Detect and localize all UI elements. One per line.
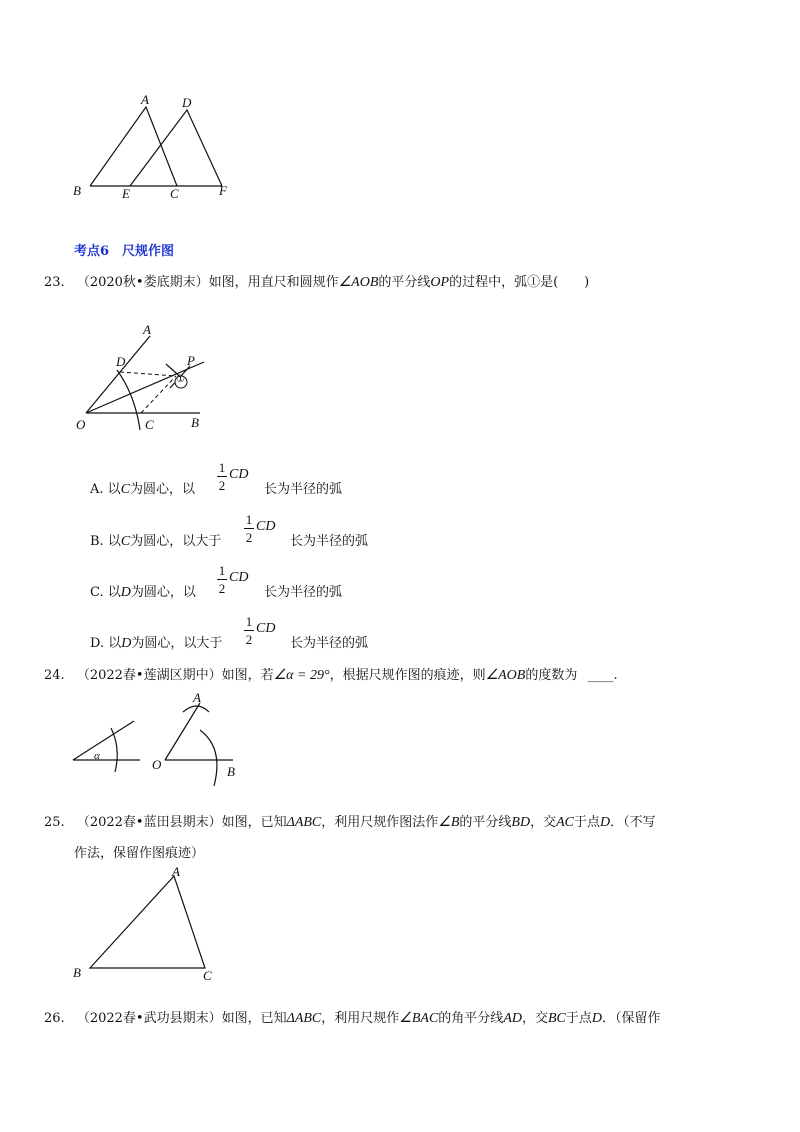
option-text: 以 xyxy=(107,534,121,549)
question-number: 26. xyxy=(44,1011,65,1026)
segment-BC: BC xyxy=(548,1011,566,1026)
option-text: 长为半径的弧 xyxy=(290,636,369,651)
point-label-O: O xyxy=(152,757,162,772)
point-label-B: B xyxy=(191,415,199,430)
point-label-F: F xyxy=(219,183,227,198)
option-text: 以 xyxy=(108,636,122,651)
question-text: 的度数为 xyxy=(525,668,578,683)
option-center: C xyxy=(120,534,131,549)
arc-mark-1: ① xyxy=(176,374,185,385)
question-25-stem-line2: 作法，保留作图痕迹） xyxy=(74,846,205,861)
angle-AOB: ∠AOB xyxy=(338,275,379,290)
triangle-ABC: ΔABC xyxy=(286,1011,322,1026)
question-source: （2022春•武功县期末） xyxy=(76,1011,222,1026)
question-26-stem xyxy=(44,1011,661,1027)
segment-CD: CD xyxy=(256,621,276,636)
question-number: 24. xyxy=(44,668,65,683)
point-label-E: E xyxy=(122,186,130,201)
question-text: ．（保留作 xyxy=(602,1011,661,1026)
option-letter: B. xyxy=(90,534,104,549)
angle-label-alpha: α xyxy=(94,750,100,762)
fraction-numerator: 1 xyxy=(245,512,253,527)
question-text: ，交 xyxy=(521,1011,548,1026)
fraction-denominator: 2 xyxy=(245,530,253,545)
question-source: （2020秋•娄底期末） xyxy=(76,275,209,290)
question-text: 的角平分线 xyxy=(438,1011,504,1026)
option-letter: D. xyxy=(90,636,105,651)
point-label-A: A xyxy=(172,864,180,879)
question-text: ．（不写 xyxy=(610,815,656,830)
segment-CD: CD xyxy=(229,570,249,585)
option-text: 长为半径的弧 xyxy=(264,585,343,600)
point-label-B: B xyxy=(227,764,235,779)
option-text: 为圆心，以大于 xyxy=(130,534,222,549)
question-text: ，根据尺规作图的痕迹，则 xyxy=(329,668,486,683)
point-label-A: A xyxy=(141,92,149,107)
point-label-C: C xyxy=(145,417,154,432)
question-text: 于点 xyxy=(574,815,601,830)
question-text: ，利用尺规作 xyxy=(321,1011,400,1026)
fraction-numerator: 1 xyxy=(245,614,253,629)
option-text: 长为半径的弧 xyxy=(290,534,369,549)
angle-alpha: ∠α = 29° xyxy=(273,668,330,683)
question-text: 如图，用直尺和圆规作 xyxy=(208,275,339,290)
option-center: D xyxy=(121,636,132,651)
section-heading: 考点6 尺规作图 xyxy=(74,244,175,259)
answer-blank[interactable]: ____. xyxy=(587,668,618,683)
segment-CD: CD xyxy=(229,467,249,482)
point-label-A: A xyxy=(143,322,151,337)
segment-AC: AC xyxy=(556,815,574,830)
question-text: 的平分线 xyxy=(378,275,431,290)
point-label-P: P xyxy=(187,353,195,368)
fraction-numerator: 1 xyxy=(218,563,226,578)
point-label-O: O xyxy=(76,417,86,432)
point-label-A: A xyxy=(193,690,201,705)
fraction-denominator: 2 xyxy=(245,632,253,647)
option-letter: C. xyxy=(90,585,104,600)
point-label-D: D xyxy=(182,95,192,110)
fraction-denominator: 2 xyxy=(218,581,226,596)
line-OP: OP xyxy=(430,275,450,290)
line-BD: BD xyxy=(511,815,531,830)
question-text: 如图，已知 xyxy=(221,815,287,830)
triangle-ABC: ΔABC xyxy=(286,815,322,830)
point-label-C: C xyxy=(203,968,212,983)
option-text: 以 xyxy=(107,482,121,497)
angle-AOB: ∠AOB xyxy=(485,668,526,683)
point-label-D: D xyxy=(116,354,126,369)
option-center: D xyxy=(120,585,131,600)
option-letter: A. xyxy=(90,482,104,497)
question-source: （2022春•蓝田县期末） xyxy=(76,815,222,830)
angle-B: ∠B xyxy=(438,815,460,830)
point-D: D xyxy=(600,815,611,830)
question-text: ，利用尺规作图法作 xyxy=(321,815,439,830)
option-center: C xyxy=(120,482,131,497)
question-text: 如图，已知 xyxy=(221,1011,287,1026)
option-text: 为圆心，以 xyxy=(130,585,196,600)
option-text: 以 xyxy=(107,585,121,600)
fraction-denominator: 2 xyxy=(218,478,226,493)
question-text: ，交 xyxy=(530,815,557,830)
point-label-B: B xyxy=(73,183,81,198)
question-number: 25. xyxy=(44,815,65,830)
question-text: 如图，若 xyxy=(221,668,274,683)
question-text: 的平分线 xyxy=(459,815,512,830)
question-number: 23. xyxy=(44,275,65,290)
point-label-C: C xyxy=(170,186,179,201)
question-text: 于点 xyxy=(565,1011,592,1026)
line-AD: AD xyxy=(503,1011,522,1026)
option-text: 为圆心，以大于 xyxy=(131,636,223,651)
segment-CD: CD xyxy=(256,519,276,534)
option-text: 为圆心，以 xyxy=(130,482,196,497)
point-D: D xyxy=(591,1011,603,1026)
point-label-B: B xyxy=(73,965,81,980)
question-text: 的过程中，弧①是( ) xyxy=(449,275,590,290)
option-text: 长为半径的弧 xyxy=(264,482,343,497)
fraction-numerator: 1 xyxy=(218,460,226,475)
angle-BAC: ∠BAC xyxy=(399,1011,439,1026)
question-source: （2022春•莲湖区期中） xyxy=(76,668,222,683)
